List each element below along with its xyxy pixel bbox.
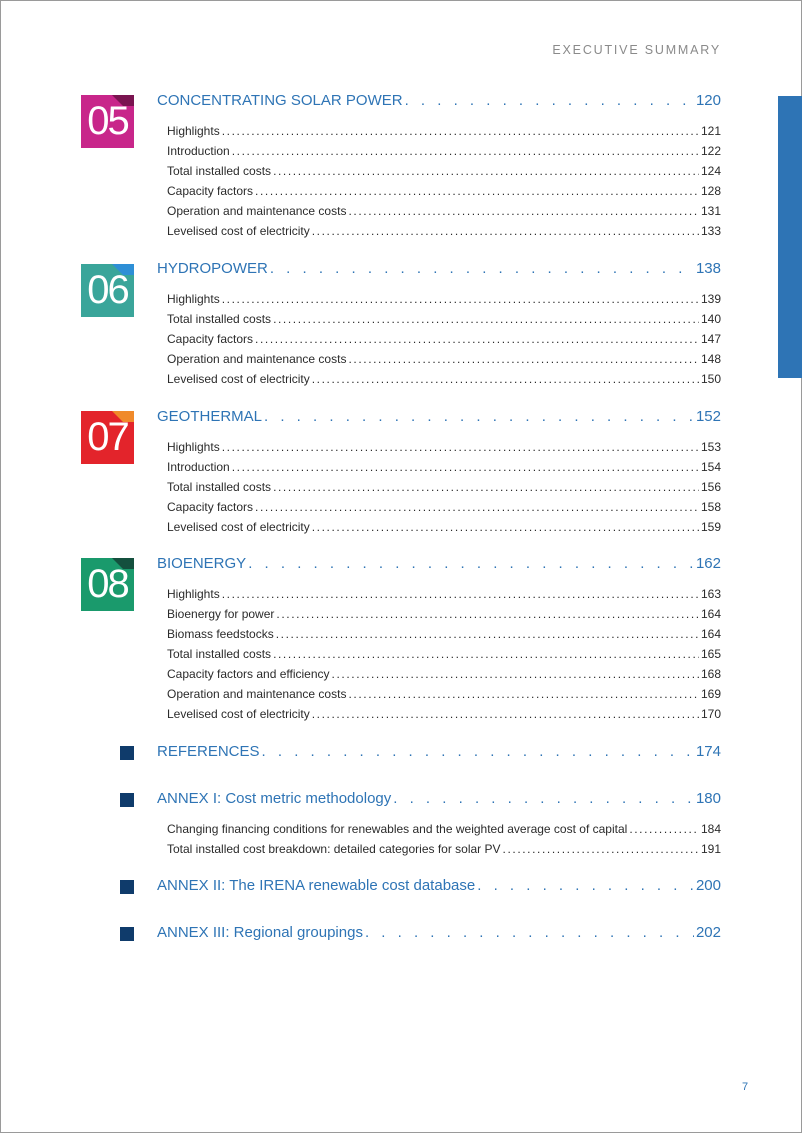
dot-leader: [222, 440, 699, 454]
entry-label: Total installed costs: [167, 647, 272, 661]
entry-page: 150: [700, 372, 721, 386]
dot-leader: [273, 480, 699, 494]
entry-page: 158: [700, 500, 721, 514]
section-page: 200: [695, 877, 721, 894]
entry-page: 156: [700, 480, 721, 494]
dot-leader: [503, 842, 699, 856]
running-header: EXECUTIVE SUMMARY: [552, 43, 721, 57]
dot-leader: [262, 743, 694, 760]
toc-entry[interactable]: [167, 687, 721, 701]
chapter-page: 138: [695, 260, 721, 277]
dot-leader: [273, 164, 699, 178]
toc-chapter-06[interactable]: [157, 260, 721, 277]
entry-page: 154: [700, 460, 721, 474]
dot-leader: [365, 924, 694, 941]
chapter-title: CONCENTRATING SOLAR POWER: [157, 92, 403, 109]
dot-leader: [270, 260, 694, 277]
toc-entry[interactable]: [167, 480, 721, 494]
dot-leader: [312, 707, 699, 721]
chapter-08-badge: [81, 558, 134, 611]
dot-leader: [393, 790, 694, 807]
entry-label: Highlights: [167, 440, 220, 454]
page-number: 7: [742, 1081, 749, 1093]
chapter-05-badge: [81, 95, 134, 148]
chapter-number: 08: [87, 562, 128, 606]
chapter-06-badge: [81, 264, 134, 317]
toc-entry[interactable]: [167, 164, 721, 178]
dot-leader: [222, 587, 699, 601]
toc-entry[interactable]: [167, 440, 721, 454]
toc-references[interactable]: [157, 743, 721, 760]
chapter-number: 07: [87, 415, 128, 459]
toc-entry[interactable]: [167, 312, 721, 326]
entry-page: 139: [700, 292, 721, 306]
entry-label: Levelised cost of electricity: [167, 520, 310, 534]
toc-entry[interactable]: [167, 647, 721, 661]
chapter-number: 05: [87, 99, 128, 143]
entry-page: 159: [700, 520, 721, 534]
section-title: ANNEX III: Regional groupings: [157, 924, 363, 941]
entry-label: Capacity factors: [167, 500, 254, 514]
dot-leader: [276, 607, 699, 621]
section-title: ANNEX II: The IRENA renewable cost database: [157, 877, 476, 894]
entry-page: 148: [700, 352, 721, 366]
entry-label: Capacity factors: [167, 184, 254, 198]
entry-label: Changing financing conditions for renewables and the weighted average cost of capital: [167, 822, 628, 836]
toc-entry[interactable]: [167, 460, 721, 474]
entry-page: 147: [700, 332, 721, 346]
section-title: REFERENCES: [157, 743, 260, 760]
entry-label: Operation and maintenance costs: [167, 204, 347, 218]
section-page: 174: [695, 743, 721, 760]
dot-leader: [222, 124, 699, 138]
entry-page: 170: [700, 707, 721, 721]
entry-label: Total installed costs: [167, 480, 272, 494]
toc-entry[interactable]: [167, 667, 721, 681]
toc-entry[interactable]: [167, 607, 721, 621]
dot-leader: [222, 292, 699, 306]
chapter-07-badge: [81, 411, 134, 464]
square-bullet-icon: [120, 880, 134, 894]
dot-leader: [405, 92, 694, 109]
dot-leader: [348, 687, 699, 701]
dot-leader: [629, 822, 699, 836]
dot-leader: [312, 224, 699, 238]
entry-label: Introduction: [167, 144, 230, 158]
corner-fold-icon: [112, 411, 134, 422]
dot-leader: [348, 204, 699, 218]
dot-leader: [312, 372, 699, 386]
dot-leader: [348, 352, 699, 366]
toc-entry[interactable]: [167, 627, 721, 641]
entry-label: Total installed costs: [167, 164, 272, 178]
dot-leader: [312, 520, 699, 534]
entry-label: Biomass feedstocks: [167, 627, 274, 641]
chapter-page: 120: [695, 92, 721, 109]
entry-label: Introduction: [167, 460, 230, 474]
toc-chapter-08[interactable]: [157, 555, 721, 572]
entry-page: 140: [700, 312, 721, 326]
toc-entry[interactable]: [167, 500, 721, 514]
chapter-number: 06: [87, 268, 128, 312]
square-bullet-icon: [120, 746, 134, 760]
entry-page: 153: [700, 440, 721, 454]
toc-entry[interactable]: [167, 842, 721, 856]
toc-entry[interactable]: [167, 352, 721, 366]
entry-page: 133: [700, 224, 721, 238]
entry-label: Levelised cost of electricity: [167, 372, 310, 386]
chapter-page: 162: [695, 555, 721, 572]
entry-label: Levelised cost of electricity: [167, 224, 310, 238]
dot-leader: [232, 460, 699, 474]
entry-label: Total installed costs: [167, 312, 272, 326]
dot-leader: [232, 144, 699, 158]
dot-leader: [255, 332, 699, 346]
toc-entry[interactable]: [167, 520, 721, 534]
toc-entry[interactable]: [167, 184, 721, 198]
dot-leader: [276, 627, 699, 641]
entry-page: 163: [700, 587, 721, 601]
dot-leader: [264, 408, 694, 425]
entry-page: 128: [700, 184, 721, 198]
toc-entry[interactable]: [167, 587, 721, 601]
toc-annex-2[interactable]: [157, 877, 721, 894]
corner-fold-icon: [112, 558, 134, 569]
dot-leader: [477, 877, 694, 894]
entry-page: 131: [700, 204, 721, 218]
corner-fold-icon: [112, 95, 134, 106]
entry-page: 168: [700, 667, 721, 681]
toc-chapter-05[interactable]: [157, 92, 721, 109]
entry-page: 122: [700, 144, 721, 158]
entry-label: Highlights: [167, 292, 220, 306]
chapter-title: HYDROPOWER: [157, 260, 268, 277]
toc-entry[interactable]: [167, 124, 721, 138]
dot-leader: [273, 647, 699, 661]
dot-leader: [273, 312, 699, 326]
entry-label: Operation and maintenance costs: [167, 352, 347, 366]
entry-label: Capacity factors and efficiency: [167, 667, 330, 681]
entry-label: Operation and maintenance costs: [167, 687, 347, 701]
entry-label: Capacity factors: [167, 332, 254, 346]
entry-label: Total installed cost breakdown: detailed categories for solar PV: [167, 842, 501, 856]
toc-entry[interactable]: [167, 224, 721, 238]
chapter-title: BIOENERGY: [157, 555, 247, 572]
section-title: ANNEX I: Cost metric methodology: [157, 790, 392, 807]
entry-page: 165: [700, 647, 721, 661]
entry-label: Highlights: [167, 124, 220, 138]
square-bullet-icon: [120, 927, 134, 941]
square-bullet-icon: [120, 793, 134, 807]
entry-page: 169: [700, 687, 721, 701]
toc-entry[interactable]: [167, 144, 721, 158]
toc-annex-3[interactable]: [157, 924, 721, 941]
entry-page: 124: [700, 164, 721, 178]
entry-page: 184: [700, 822, 721, 836]
dot-leader: [255, 500, 699, 514]
entry-page: 164: [700, 607, 721, 621]
entry-label: Highlights: [167, 587, 220, 601]
dot-leader: [248, 555, 694, 572]
entry-label: Levelised cost of electricity: [167, 707, 310, 721]
toc-entry[interactable]: [167, 707, 721, 721]
section-side-tab: [778, 96, 802, 378]
chapter-title: GEOTHERMAL: [157, 408, 263, 425]
toc-entry[interactable]: [167, 292, 721, 306]
toc-chapter-07[interactable]: [157, 408, 721, 425]
dot-leader: [255, 184, 699, 198]
dot-leader: [332, 667, 699, 681]
entry-page: 121: [700, 124, 721, 138]
entry-page: 191: [700, 842, 721, 856]
corner-fold-icon: [112, 264, 134, 275]
section-page: 180: [695, 790, 721, 807]
toc-entry[interactable]: [167, 372, 721, 386]
toc-annex-1[interactable]: [157, 790, 721, 807]
section-page: 202: [695, 924, 721, 941]
toc-entry[interactable]: [167, 822, 721, 836]
entry-page: 164: [700, 627, 721, 641]
toc-entry[interactable]: [167, 332, 721, 346]
entry-label: Bioenergy for power: [167, 607, 275, 621]
toc-entry[interactable]: [167, 204, 721, 218]
chapter-page: 152: [695, 408, 721, 425]
